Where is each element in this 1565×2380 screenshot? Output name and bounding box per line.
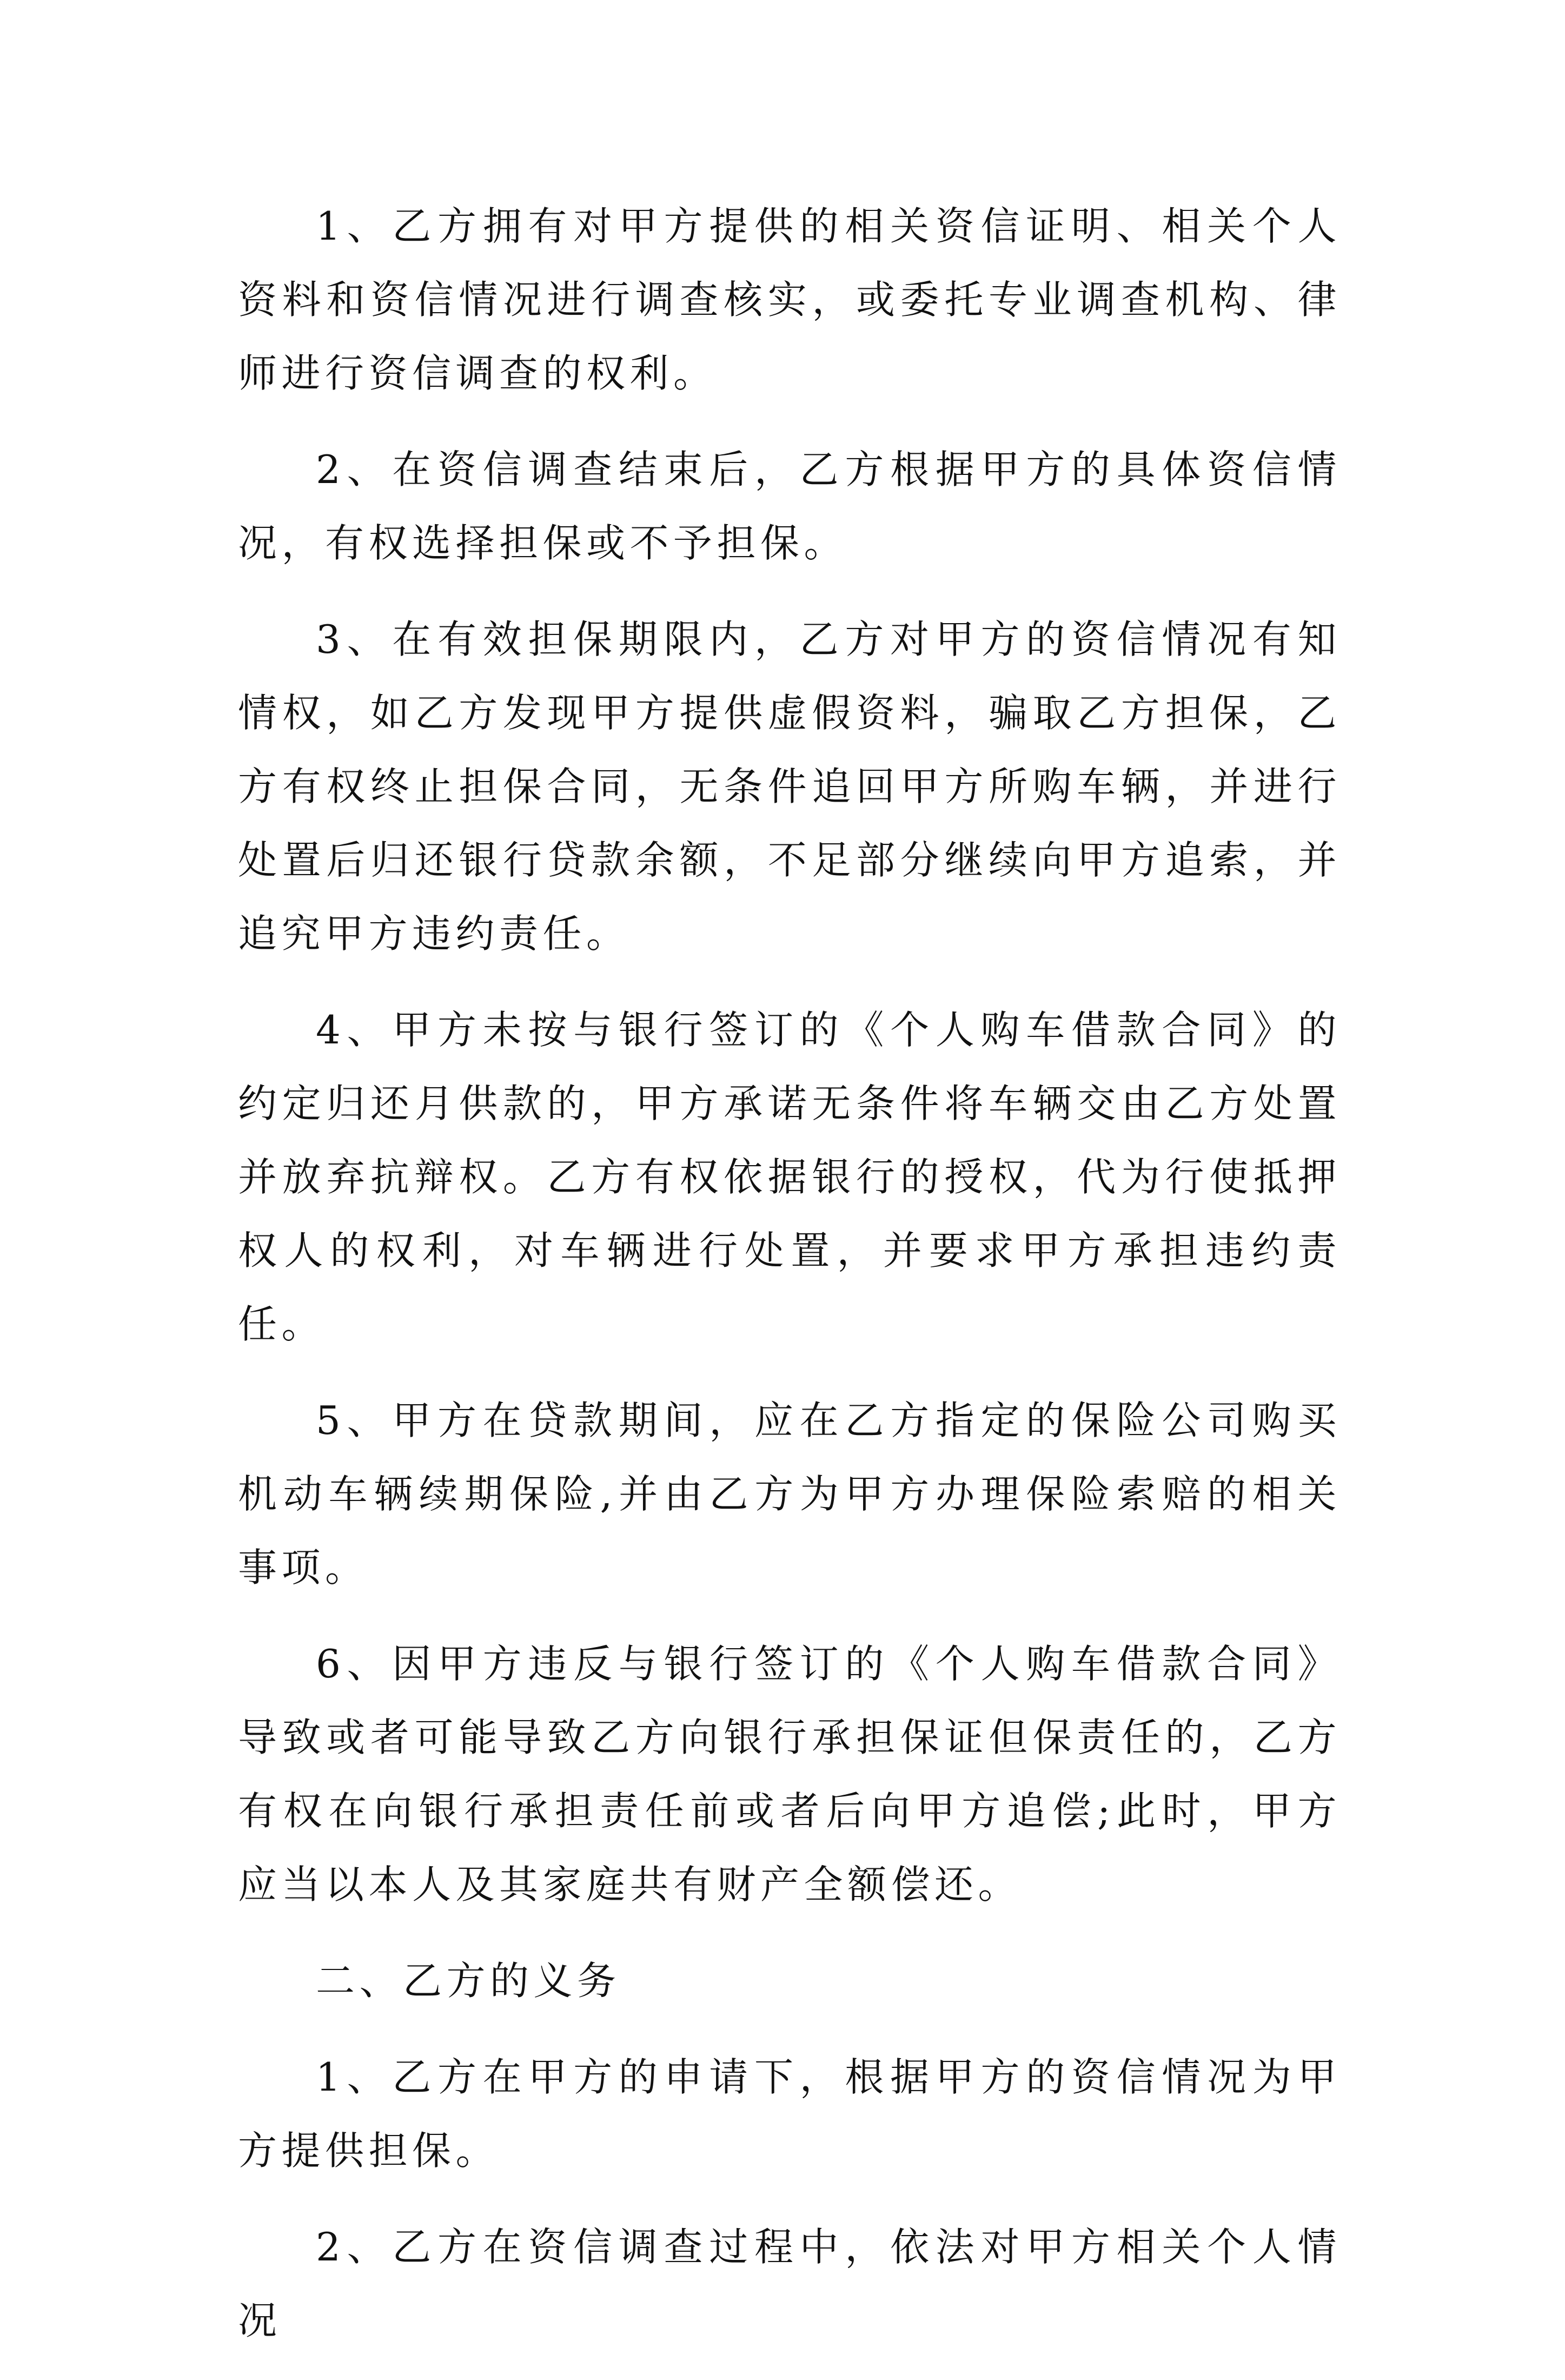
paragraph-right-3: 3、在有效担保期限内，乙方对甲方的资信情况有知情权，如乙方发现甲方提供虚假资料，骗取乙方担保，乙方有权终止担保合同，无条件追回甲方所购车辆，并进行处置后归还银行贷款余额，不足部分继续向甲方追索，并追究甲方违约责任。 bbox=[238, 617, 1341, 956]
paragraph-obligation-2: 2、乙方在资信调查过程中，依法对甲方相关个人情况 bbox=[238, 2224, 1341, 2343]
paragraph-right-6: 6、因甲方违反与银行签订的《个人购车借款合同》导致或者可能导致乙方向银行承担保证但保责任的，乙方有权在向银行承担责任前或者后向甲方追偿;此时，甲方应当以本人及其家庭共有财产全额偿还。 bbox=[238, 1641, 1341, 1907]
document-body bbox=[238, 189, 1341, 2380]
paragraph-obligation-1: 1、乙方在甲方的申请下，根据甲方的资信情况为甲方提供担保。 bbox=[238, 2054, 1341, 2173]
paragraph-right-5: 5、甲方在贷款期间，应在乙方指定的保险公司购买机动车辆续期保险,并由乙方为甲方办理保险索赔的相关事项。 bbox=[238, 1398, 1341, 1590]
section-heading-obligations: 二、乙方的义务 bbox=[316, 1958, 621, 2004]
paragraph-right-4: 4、甲方未按与银行签订的《个人购车借款合同》的约定归还月供款的，甲方承诺无条件将车辆交由乙方处置并放弃抗辩权。乙方有权依据银行的授权，代为行使抵押权人的权利，对车辆进行处置，并要求甲方承担违约责任。 bbox=[238, 1007, 1341, 1347]
paragraph-right-1: 1、乙方拥有对甲方提供的相关资信证明、相关个人资料和资信情况进行调查核实，或委托专业调查机构、律师进行资信调查的权利。 bbox=[238, 203, 1341, 396]
paragraph-right-2: 2、在资信调查结束后，乙方根据甲方的具体资信情况，有权选择担保或不予担保。 bbox=[238, 447, 1341, 566]
